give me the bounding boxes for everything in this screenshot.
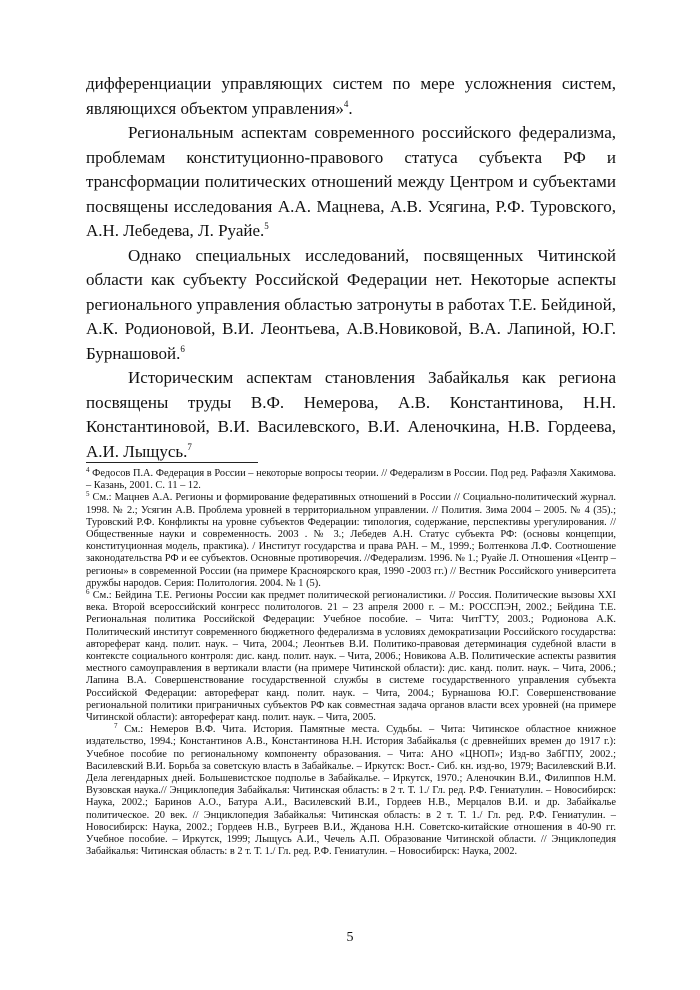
footnote-5-number: 5 — [86, 490, 90, 499]
footnote-ref-6: 6 — [180, 343, 185, 354]
footnote-4 — [86, 468, 616, 492]
footnotes — [86, 468, 616, 859]
main-text — [86, 72, 616, 464]
footnote-6-number: 6 — [86, 588, 90, 597]
paragraph-4 — [86, 366, 616, 464]
footnote-separator — [86, 462, 258, 463]
footnote-7-text: См.: Немеров В.Ф. Чита. История. Памятные места. Судьбы. – Чита: Читинское областное книжное издательство, 1994.; Константинов А.В., Константинова Н.Н. История Забайкалья (с древнейших времен до 1917 г.): Учебное пособие по региональному компоненту образования. – Чита: АНО «ЦНОП»; Изд-во ЗабГПУ, 2002.; Василевский В.И. Борьба за советскую власть в Забайкалье. – Иркутск: Вост.- Сиб. кн. изд-во, 1979; Василевский В.И. Дела легендарных дней. Большевистское подполье в Забайкалье. – Иркутск, 1970.; Аленочкин В.И., Филиппов Н.М. Вузовская наука.// Энциклопедия Забайкалья: Читинская область: в 2 т. Т. 1./ Гл. ред. Р.Ф. Гениатулин. – Новосибирск: Наука, 2002.; Баринов А.О., Батура А.И., Василевский В.И., Гордеев Н.В., Мерцалов В.И. и др. Забайкалье политическое. 20 век. // Энциклопедия Забайкалья: Читинская область: в 2 т. Т. 1./ Гл. ред. Р.Ф. Гениатулин. – Новосибирск: Наука, 2002.; Гордеев Н.В., Бугреев В.И., Жданова Н.Н. Советско-китайские отношения в 40-90 гг. Учебное пособие. – Иркутск, 1999; Лыщусь А.И., Чечель А.П. Образование Читинской области. // Энциклопедия Забайкалья: Читинская область: в 2 т. Т. 1./ Гл. ред. Р.Ф. Гениатулин. – Новосибирск: Наука, 2002. — [86, 724, 616, 858]
paragraph-1-text: дифференциации управляющих систем по мере усложнения систем, являющихся объектом управления» — [86, 74, 616, 118]
footnote-5 — [86, 492, 616, 590]
paragraph-3 — [86, 244, 616, 367]
footnote-5-text: См.: Мацнев А.А. Регионы и формирование федеративных отношений в России // Социально-политический журнал. 1998. № 2.; Усягин А.В. Проблема уровней в территориальном управлении. // Полития. Зима 2004 – 2005. № 4 (35).; Туровский Р.Ф. Конфликты на уровне субъектов Федерации: типология, содержание, перспективы урегулирования. // Общественные науки и современность. 2003 . № 3.; Лебедев А.Н. Статус субъекта РФ: (основы концепции, конституционная модель, практика). / Институт государства и права РАН. – М., 1999.; Болтенкова Л.Ф. Соотношение законодательства РФ и ее субъектов. Основные противоречия. //Федерализм. 1996. № 1.; Руайе Л. Отношения «Центр – регионы» в современной России (на примере Красноярского края, 1990 -2003 гг.) // Вестник Российского университета дружбы народов. Серия: Политология. 2004. № 1 (5). — [86, 492, 616, 589]
paragraph-3-text: Однако специальных исследований, посвященных Читинской области как субъекту Российской Федерации нет. Некоторые аспекты регионального управления областью затронуты в работах Т.Е. Бейдиной, А.К. Родионовой, В.И. Леонтьева, А.В.Новиковой, В.А. Лапиной, Ю.Г. Бурнашовой. — [86, 245, 616, 363]
footnote-7-number: 7 — [114, 722, 118, 731]
footnote-6 — [86, 590, 616, 724]
footnote-ref-5: 5 — [264, 221, 269, 231]
paragraph-1 — [86, 72, 616, 121]
paragraph-2-text: Региональным аспектам современного российского федерализма, проблемам конституционно-правового статуса субъекта РФ и трансформации политических отношений между Центром и субъектами посвящены исследования А.А. Мацнева, А.В. Усягина, Р.Ф. Туровского, А.Н. Лебедева, Л. Руайе. — [86, 123, 616, 240]
footnote-4-number: 4 — [86, 466, 90, 474]
paragraph-2 — [86, 121, 616, 244]
footnote-ref-4: 4 — [343, 98, 349, 109]
footnote-4-text: Федосов П.А. Федерация в России – некоторые вопросы теории. // Федерализм в России. Под ред. Рафаэля Хакимова. – Казань, 2001. С. 11 – 12. — [86, 468, 616, 492]
footnote-ref-7: 7 — [187, 441, 192, 452]
footnote-7 — [86, 724, 616, 858]
paragraph-1-end: . — [348, 98, 353, 118]
footnote-6-text: См.: Бейдина Т.Е. Регионы России как предмет политической регионалистики. // Россия. Политические вызовы XXI века. Второй всероссийский конгресс политологов. 21 – 23 апреля 2000 г. – М.: РОССПЭН, 2002.; Бейдина Т.Е. Региональная политика Российской Федерации: Учебное пособие. – Чита: ЧитГТУ, 2003.; Родионова А.К. Политический институт современного бюджетного федерализма в условиях демократизации Российского государства: автореферат канд. полит. наук. – Чита, 2004.; Леонтьев В.И. Политико-правовая детерминация судебной власти в контексте социального контроля: дис. канд. полит. наук. – Чита, 2006.; Новикова А.В. Политические аспекты развития местного самоуправления в вертикали власти (на примере Читинской области): дис. канд. полит. наук. – Чита, 2006.; Лапина В.А. Совершенствование государственной службы в системе государственного управления субъекта Российской Федерации: автореферат канд. полит. наук. – Чита, 2004.; Бурнашова Ю.Г. Совершенствование региональной политики приграничных субъектов РФ как совместная задача органов власти всех уровней (на примере Читинской области): автореферат канд. полит. наук. – Чита, 2005. — [86, 590, 616, 724]
page-number: 5 — [346, 930, 354, 945]
paragraph-4-text: Историческим аспектам становления Забайкалья как региона посвящены труды В.Ф. Немерова, А.В. Константинова, Н.Н. Константиновой, В.И. Василевского, В.И. Аленочкина, Н.В. Гордеева, А.И. Лыщусь. — [86, 368, 616, 461]
